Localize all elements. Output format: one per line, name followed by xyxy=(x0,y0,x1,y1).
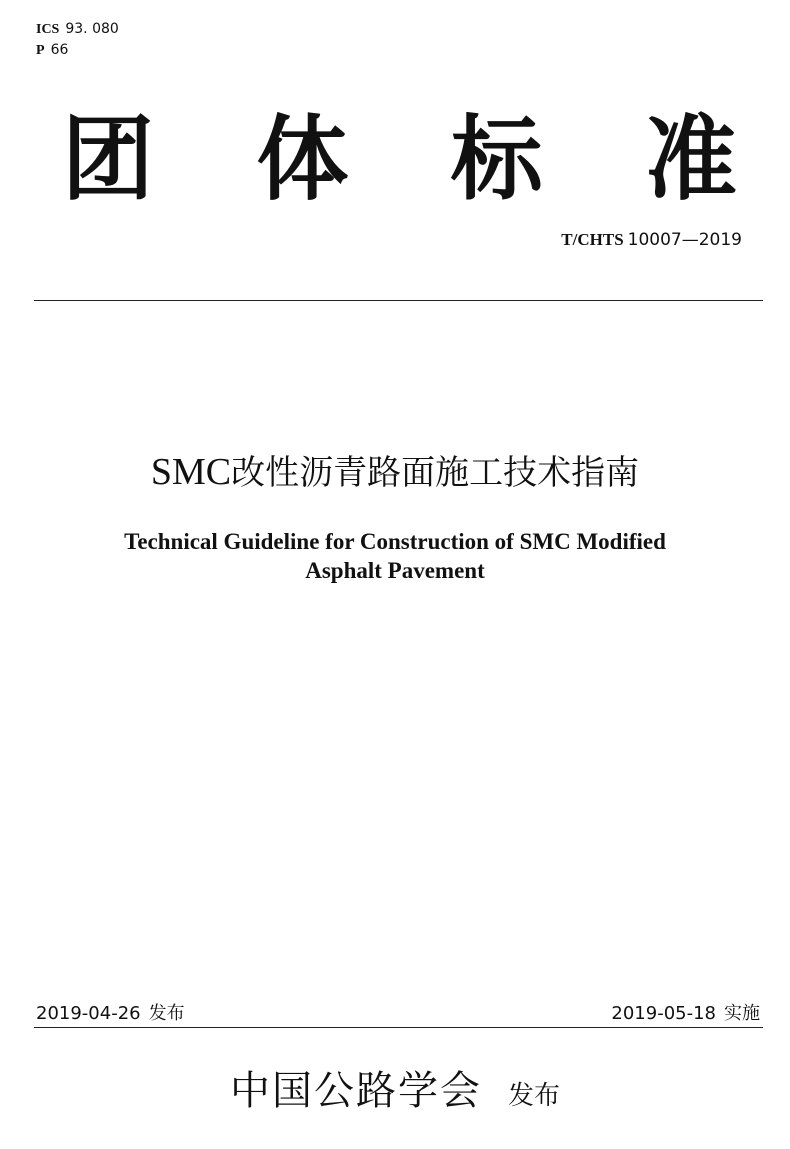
publish-date-value: 2019-04-26 xyxy=(36,1003,141,1024)
english-title xyxy=(0,527,790,585)
bottom-divider xyxy=(34,1027,763,1028)
implement-date-value: 2019-05-18 xyxy=(611,1003,716,1024)
publisher xyxy=(0,1066,790,1121)
implement-date-label: 实施 xyxy=(724,1003,760,1024)
top-divider xyxy=(34,300,763,301)
main-title-char: 团 xyxy=(62,106,155,213)
chinese-title-latin: SMC xyxy=(150,451,232,493)
standard-number xyxy=(561,229,742,251)
ics-label: ICS xyxy=(36,22,60,37)
standard-code: 10007—2019 xyxy=(627,230,742,250)
publisher-suffix: 发布 xyxy=(507,1081,560,1111)
ics-value: 93. 080 xyxy=(65,21,119,37)
main-title-char: 体 xyxy=(256,106,349,213)
classification-value: 66 xyxy=(50,42,69,58)
main-title-char: 标 xyxy=(450,106,543,213)
english-title-line-1: Technical Guideline for Construction of SMC Modified xyxy=(124,529,666,554)
standard-prefix: T/CHTS xyxy=(561,230,624,249)
classification-code xyxy=(36,41,68,60)
chinese-title-text: 改性沥青路面施工技术指南 xyxy=(231,453,640,493)
main-title-char: 准 xyxy=(644,106,737,213)
english-title-line-2: Asphalt Pavement xyxy=(305,558,485,583)
chinese-title xyxy=(0,450,790,495)
publish-date-label: 发布 xyxy=(148,1003,185,1024)
publisher-name: 中国公路学会 xyxy=(229,1068,482,1114)
main-title xyxy=(62,108,737,212)
implement-date xyxy=(611,1002,760,1026)
classification-label: P xyxy=(36,43,45,58)
publish-date xyxy=(36,1002,185,1026)
ics-code xyxy=(36,20,119,39)
